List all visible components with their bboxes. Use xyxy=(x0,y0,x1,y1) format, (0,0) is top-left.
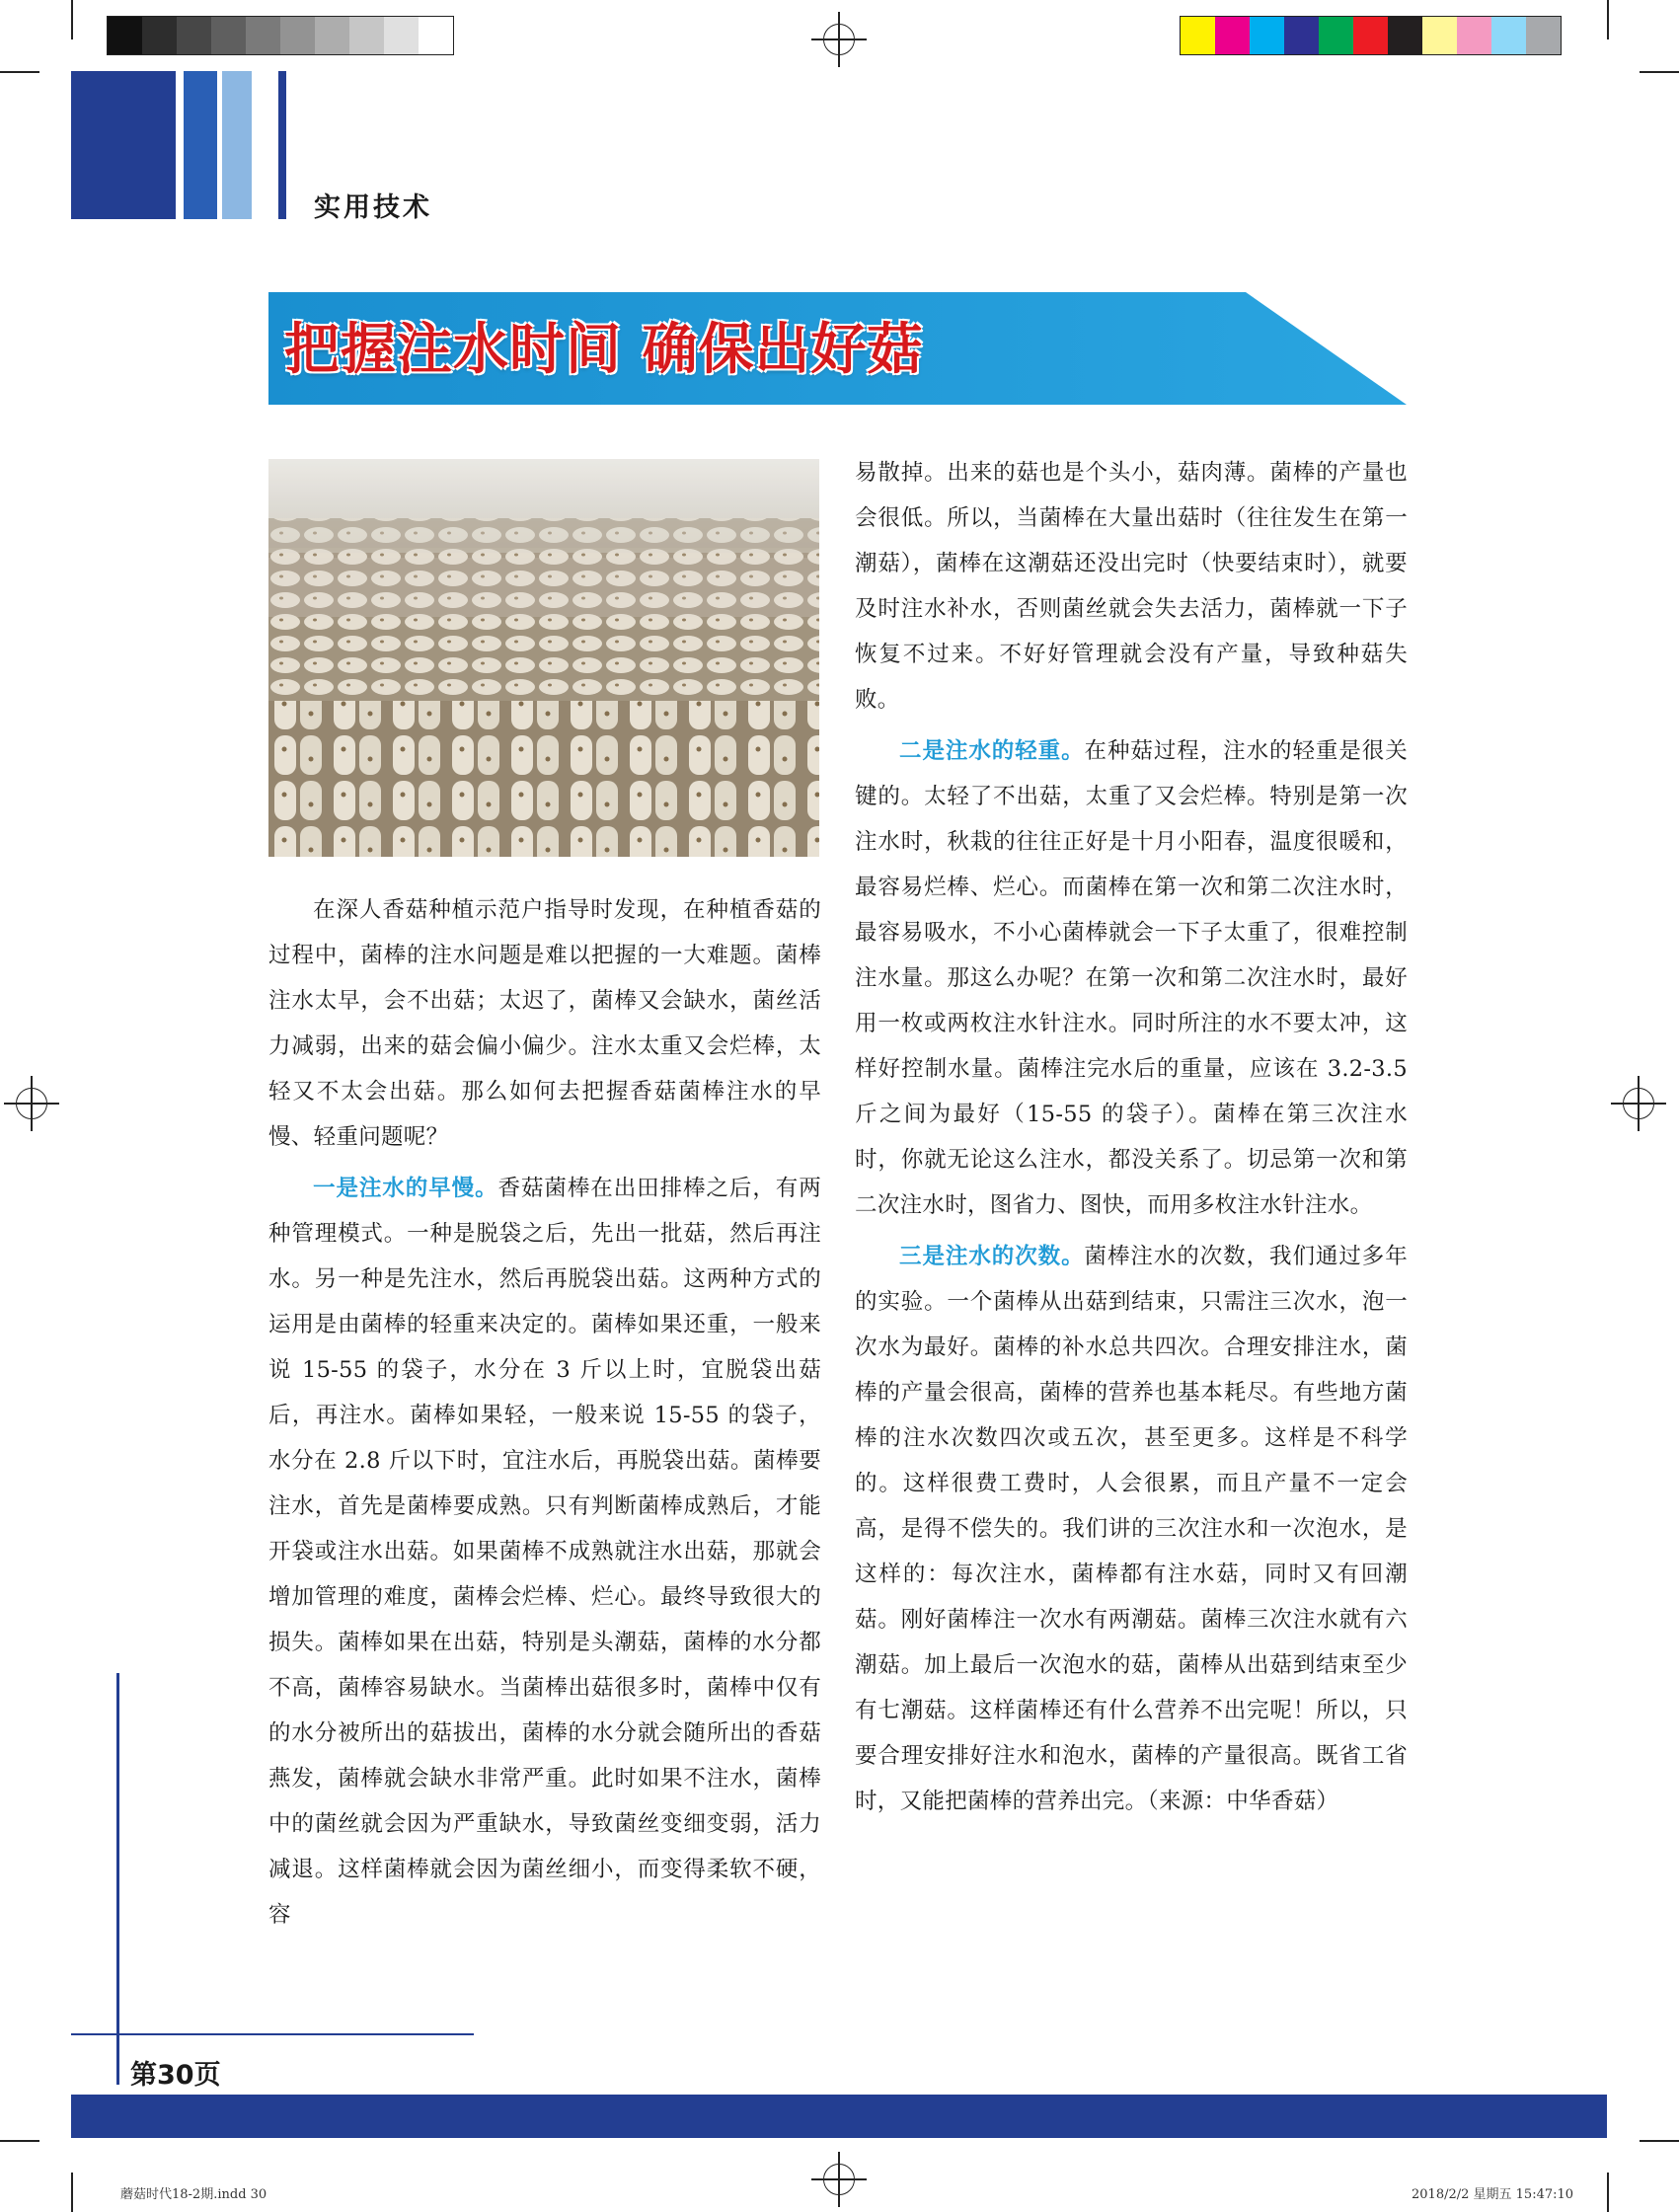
color-swatch xyxy=(1388,17,1422,54)
paragraph-continuation: 易散掉。出来的菇也是个头小，菇肉薄。菌棒的产量也会很低。所以，当菌棒在大量出菇时（往往发生在第一潮菇），菌棒在这潮菇还没出完时（快要结束时），就要及时注水补水，否则菌丝就会失去活力，菌棒就一下子恢复不过来。不好好管理就会没有产量，导致种菇失败。 xyxy=(855,460,1408,713)
footer-rule-horizontal xyxy=(71,2033,474,2035)
color-calibration-bar xyxy=(1180,16,1562,55)
article-title: 把握注水时间 确保出好菇 xyxy=(284,318,924,382)
paragraph-timing xyxy=(268,1166,821,1938)
header-color-block xyxy=(71,71,176,219)
grayscale-calibration-bar xyxy=(107,16,454,55)
paragraph-intro: 在深人香菇种植示范户指导时发现，在种植香菇的过程中，菌棒的注水问题是难以把握的一大难题。菌棒注水太早，会不出菇；太迟了，菌棒又会缺水，菌丝活力减弱，出来的菇会偏小偏少。注水太重又会烂棒，太轻又不太会出菇。那么如何去把握香菇菌棒注水的早慢、轻重问题呢？ xyxy=(268,897,821,1150)
trim-mark xyxy=(1640,2140,1679,2142)
gray-swatch xyxy=(142,17,177,54)
slug-filename: 蘑菇时代18-2期.indd 30 xyxy=(120,2187,267,2202)
gray-swatch xyxy=(108,17,142,54)
header-color-stripe xyxy=(184,71,217,219)
subheading-weight: 二是注水的轻重。 xyxy=(899,738,1085,764)
paragraph-weight xyxy=(855,728,1408,1228)
gray-swatch xyxy=(315,17,349,54)
color-swatch xyxy=(1422,17,1457,54)
page-number: 第30页 xyxy=(130,2060,221,2091)
footer-color-bar xyxy=(71,2095,1607,2138)
color-swatch xyxy=(1250,17,1284,54)
paragraph-frequency-body: 菌棒注水的次数，我们通过多年的实验。一个菌棒从出菇到结束，只需注三次水，泡一次水为最好。菌棒的补水总共四次。合理安排注水，菌棒的产量会很高，菌棒的营养也基本耗尽。有些地方菌棒的注水次数四次或五次，甚至更多。这样是不科学的。这样很费工费时，人会很累，而且产量不一定会高，是得不偿失的。我们讲的三次注水和一次泡水，是这样的：每次注水，菌棒都有注水菇，同时又有回潮菇。刚好菌棒注一次水有两潮菇。菌棒三次注水就有六潮菇。加上最后一次泡水的菇，菌棒从出菇到结束至少有七潮菇。这样菌棒还有什么营养不出完呢！所以，只要合理安排好注水和泡水，菌棒的产量很高。既省工省时，又能把菌棒的营养出完。（来源：中华香菇） xyxy=(855,1244,1409,1814)
gray-swatch xyxy=(211,17,246,54)
slug-timestamp: 2018/2/2 星期五 15:47:10 xyxy=(1412,2187,1574,2202)
gray-swatch xyxy=(280,17,315,54)
trim-mark xyxy=(1607,0,1609,39)
paragraph-timing-body: 香菇菌棒在出田排棒之后，有两种管理模式。一种是脱袋之后，先出一批菇，然后再注水。另一种是先注水，然后再脱袋出菇。这两种方式的运用是由菌棒的轻重来决定的。菌棒如果还重，一般来说 15-55 的袋子，水分在 3 斤以上时，宜脱袋出菇后，再注水。菌棒如果轻，一般来说 15-55 的袋子，水分在 2.8 斤以下时，宜注水后，再脱袋出菇。菌棒要注水，首先是菌棒要成熟。只有判断菌棒成熟后，才能开袋或注水出菇。如果菌棒不成熟就注水出菇，那就会增加管理的难度，菌棒会烂棒、烂心。最终导致很大的损失。菌棒如果在出菇，特别是头潮菇，菌棒的水分都不高，菌棒容易缺水。当菌棒出菇很多时，菌棒中仅有的水分被所出的菇拔出，菌棒的水分就会随所出的香菇燕发，菌棒就会缺水非常严重。此时如果不注水，菌棒中的菌丝就会因为严重缺水，导致菌丝变细变弱，活力减退。这样菌棒就会因为菌丝细小，而变得柔软不硬，容 xyxy=(268,1176,822,1928)
article-column-right xyxy=(855,450,1408,1830)
gray-swatch xyxy=(419,17,453,54)
trim-mark xyxy=(0,2140,39,2142)
paragraph-frequency xyxy=(855,1234,1408,1824)
gray-swatch xyxy=(384,17,419,54)
color-swatch xyxy=(1353,17,1388,54)
gray-swatch xyxy=(177,17,211,54)
color-swatch xyxy=(1181,17,1215,54)
trim-mark xyxy=(1607,2173,1609,2212)
header-color-stripe xyxy=(278,71,286,219)
color-swatch xyxy=(1457,17,1491,54)
color-swatch xyxy=(1526,17,1561,54)
trim-mark xyxy=(0,71,39,73)
gray-swatch xyxy=(246,17,280,54)
color-swatch xyxy=(1491,17,1526,54)
color-swatch xyxy=(1215,17,1250,54)
registration-mark-left xyxy=(4,1076,59,1131)
trim-mark xyxy=(71,0,73,39)
article-column-left xyxy=(268,887,821,1944)
subheading-frequency: 三是注水的次数。 xyxy=(899,1244,1085,1269)
footer-rule-vertical xyxy=(116,1673,119,2085)
subheading-timing: 一是注水的早慢。 xyxy=(313,1176,498,1201)
section-label: 实用技术 xyxy=(314,192,432,223)
mushroom-log-photo xyxy=(268,459,819,857)
registration-mark-right xyxy=(1611,1076,1666,1131)
trim-mark xyxy=(71,2173,73,2212)
color-swatch xyxy=(1284,17,1319,54)
gray-swatch xyxy=(349,17,384,54)
paragraph-weight-body: 在种菇过程，注水的轻重是很关键的。太轻了不出菇，太重了又会烂棒。特别是第一次注水时，秋栽的往往正好是十月小阳春，温度很暖和，最容易烂棒、烂心。而菌棒在第一次和第二次注水时，最容易吸水，不小心菌棒就会一下子太重了，很难控制注水量。那这么办呢？在第一次和第二次注水时，最好用一枚或两枚注水针注水。同时所注的水不要太冲，这样好控制水量。菌棒注完水后的重量，应该在 3.2-3.5 斤之间为最好（15-55 的袋子）。菌棒在第三次注水时，你就无论这么注水，都没关系了。切忌第一次和第二次注水时，图省力、图快，而用多枚注水针注水。 xyxy=(855,738,1409,1218)
header-color-stripe xyxy=(222,71,252,219)
registration-mark-bottom xyxy=(811,2152,867,2207)
trim-mark xyxy=(1640,71,1679,73)
registration-mark-top xyxy=(811,12,867,67)
color-swatch xyxy=(1319,17,1353,54)
